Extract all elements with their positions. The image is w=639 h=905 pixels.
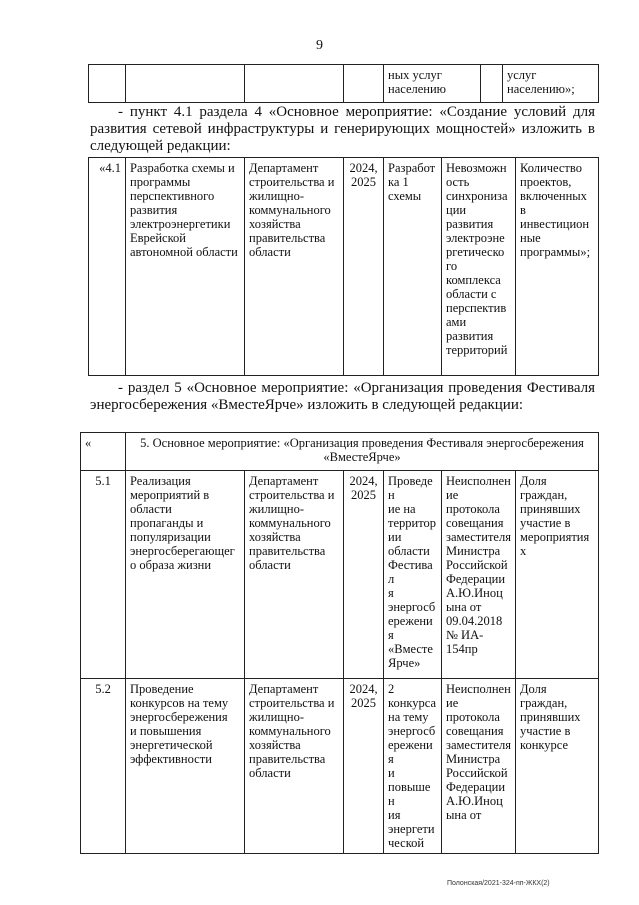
top-cell <box>89 65 126 103</box>
table-row <box>81 471 599 679</box>
top-cell <box>245 65 344 103</box>
years-cell: 2024, 2025 <box>344 471 384 679</box>
row-number: «4.1 <box>89 158 126 376</box>
top-cell-services: ных услуг населению <box>384 65 481 103</box>
row-number: 5.2 <box>81 679 126 854</box>
indicator-cell: Доля граждан, принявших участие в мероприятия х <box>516 471 599 679</box>
activity-cell: Реализация мероприятий в области пропаганды и популяризации энергосберегающег о образа жизни <box>126 471 245 679</box>
result-cell: 2 конкурса на тему энергосб ережения и повышен ия энергети ческой <box>384 679 442 854</box>
section-header: 5. Основное мероприятие: «Организация проведения Фестиваля энергосбережения «ВместеЯрче» <box>126 433 599 471</box>
table-item-4-1 <box>88 157 599 376</box>
executor-cell: Департамент строительства и жилищно-коммунального хозяйства правительства области <box>245 679 344 854</box>
table-row <box>81 679 599 854</box>
top-continuation-table <box>88 64 599 103</box>
top-cell <box>344 65 384 103</box>
indicator-cell: Доля граждан, принявших участие в конкурсе <box>516 679 599 854</box>
document-footer: Полонская/2021-324-пп-ЖКХ(2) <box>447 880 550 887</box>
executor-cell: Департамент строительства и жилищно-коммунального хозяйства правительства области <box>245 471 344 679</box>
page-number: 9 <box>316 38 323 53</box>
years-cell: 2024, 2025 <box>344 679 384 854</box>
risk-cell: Невозможн ость синхрониза ции развития электроэне ргетическо го комплекса области с перспектив ами развития территорий <box>442 158 516 376</box>
top-cell <box>481 65 503 103</box>
result-cell: Проведен ие на территор ии области Фестивал я энергосб ережения «Вместе Ярче» <box>384 471 442 679</box>
activity-cell: Разработка схемы и программы перспективного развития электроэнергетики Еврейской автономной области <box>126 158 245 376</box>
activity-cell: Проведение конкурсов на тему энергосбережения и повышения энергетической эффективности <box>126 679 245 854</box>
risk-cell: Неисполнен ие протокола совещания заместителя Министра Российской Федерации А.Ю.Иноц ына от 09.04.2018 № ИА- 154пр <box>442 471 516 679</box>
paragraph-section-5: - раздел 5 «Основное мероприятие: «Организация проведения Фестиваля энергосбережения «ВместеЯрче» изложить в следующей редакции: <box>90 380 595 413</box>
paragraph-item-4-1: - пункт 4.1 раздела 4 «Основное мероприятие: «Создание условий для развития сетевой инфраструктуры и генерирующих мощностей» изложить в следующей редакции: <box>90 104 595 154</box>
top-cell <box>126 65 245 103</box>
result-cell: Разработ ка 1 схемы <box>384 158 442 376</box>
table-section-5 <box>80 432 599 854</box>
risk-cell: Неисполнен ие протокола совещания заместителя Министра Российской Федерации А.Ю.Иноц ына от <box>442 679 516 854</box>
top-cell-services-end: услуг населению»; <box>503 65 599 103</box>
indicator-cell: Количество проектов, включенных в инвестицион ные программы»; <box>516 158 599 376</box>
open-quote-cell: « <box>81 433 126 471</box>
years-cell: 2024, 2025 <box>344 158 384 376</box>
executor-cell: Департамент строительства и жилищно-коммунального хозяйства правительства области <box>245 158 344 376</box>
row-number: 5.1 <box>81 471 126 679</box>
